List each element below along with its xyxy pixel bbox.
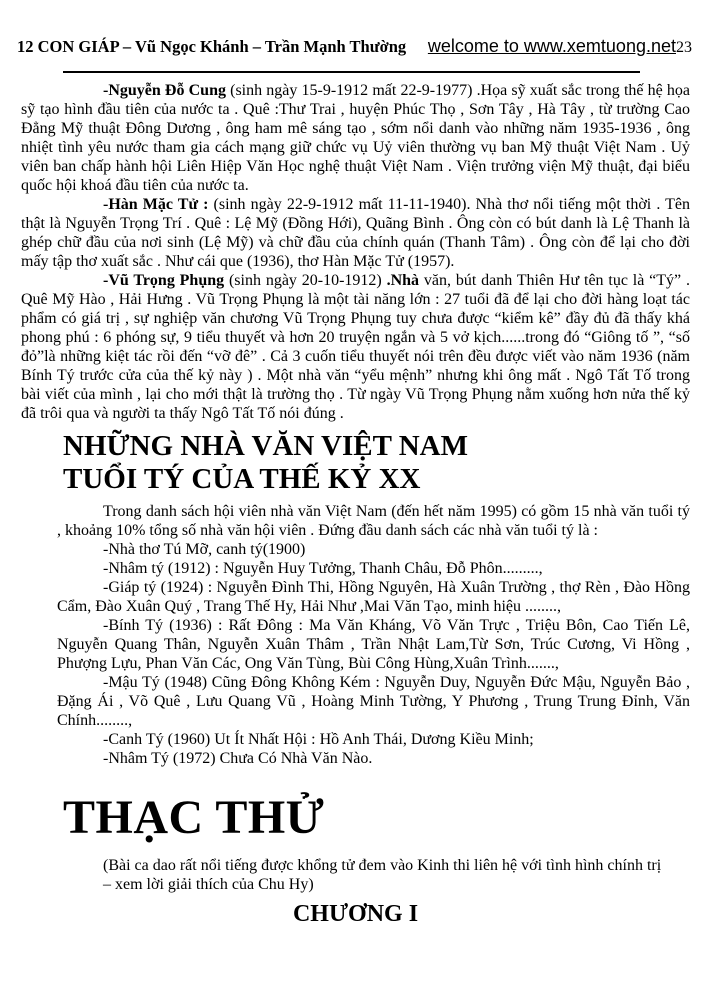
writer-list-item: -Canh Tý (1960) Ut Ít Nhất Hội : Hồ Anh Thái, Dương Kiều Minh; bbox=[103, 731, 534, 748]
big-title: THẠC THỬ bbox=[63, 791, 325, 844]
header-title: 12 CON GIÁP – Vũ Ngọc Khánh – Trần Mạnh Thường bbox=[17, 37, 407, 56]
writers-list-block bbox=[57, 502, 690, 768]
header-divider bbox=[63, 71, 640, 73]
section-heading bbox=[63, 430, 690, 496]
page-content bbox=[21, 81, 690, 929]
note-paragraph: (Bài ca dao rất nổi tiếng được khổng tử đem vào Kinh thi liên hệ với tình hình chính trị – xem lời giải thích của Chu Hy) bbox=[103, 857, 662, 893]
writer-list-item: -Mậu Tý (1948) Cũng Đông Không Kém : Nguyễn Duy, Nguyễn Đức Mậu, Nguyễn Bảo , Đặng Ái , Võ Quê , Lưu Quang Vũ , Hoàng Minh Tường, Y Phương , Trung Trung Đỉnh, Văn Chính........, bbox=[57, 674, 690, 729]
intro-paragraph: Trong danh sách hội viên nhà văn Việt Nam (đến hết năm 1995) có gồm 15 nhà văn tuổi tý , khoảng 10% tổng số nhà văn hội viên . Đứng đầu danh sách các nhà văn tuổi tý là : bbox=[57, 503, 690, 539]
writer-list-item: -Giáp tý (1924) : Nguyễn Đình Thi, Hồng Nguyên, Hà Xuân Trường , thợ Rèn , Đào Hồng Cẩm, Đào Xuân Quý , Trang Thế Hy, Hải Như ,Mai Văn Tạo, minh hiệu ........, bbox=[57, 579, 690, 615]
website-link[interactable]: welcome to www.xemtuong.net bbox=[427, 36, 676, 56]
section-heading-line1: NHỮNG NHÀ VĂN VIỆT NAM bbox=[63, 430, 468, 462]
writer-list-item: -Nhà thơ Tú Mỡ, canh tý(1900) bbox=[103, 541, 306, 558]
writer-list-item: -Bính Tý (1936) : Rất Đông : Ma Văn Kháng, Võ Văn Trực , Triệu Bôn, Cao Tiến Lê, Nguyễn Quang Thân, Nguyễn Xuân Thâm , Trần Nhật Lam,Từ Sơn, Trúc Cương, Vi Hồng , Phượng Lựu, Phan Văn Các, Ong Văn Tùng, Bùi Công Hùng,Xuân Trình......., bbox=[57, 617, 690, 672]
header-right-group bbox=[428, 36, 692, 57]
writer-list-item: -Nhâm tý (1912) : Nguyễn Huy Tưởng, Thanh Châu, Đỗ Phôn........., bbox=[103, 560, 543, 577]
paragraph-nguyen-do-cung: -Nguyễn Đỗ Cung (sinh ngày 15-9-1912 mất 22-9-1977) .Họa sỹ xuất sắc trong thế hệ họa sỹ tạo hình đầu tiên của nước ta . Quê :Thư Trai , huyện Phúc Thọ , Sơn Tây , Hà Tây , từ trường Cao Đẳng Mỹ thuật Đông Dương , ông ham mê sáng tạo , sớm nổi danh vào những năm 1935-1936 , ông nhiệt tình yêu nước tham gia cách mạng giữ chức vụ Uỷ viên thường vụ ban Mỹ thuật Việt Nam . Uỷ viên ban chấp hành hội Liên Hiệp Văn Học nghệ thuật Việt Nam . Viện trưởng viện Mỹ thuật, đại biểu quốc hội khoá đầu tiên của nước ta. bbox=[21, 82, 690, 194]
paragraph-vu-trong-phung: -Vũ Trọng Phụng (sinh ngày 20-10-1912) .Nhà văn, bút danh Thiên Hư tên tục là “Tý” . Quê Mỹ Hào , Hải Hưng . Vũ Trọng Phụng là một tài năng lớn : 27 tuổi đã để lại cho đời hàng loạt tác phẩm có giá trị , sự nghiệp văn chương Vũ Trọng Phụng tuy chưa được “kiểm kê” đầy đủ đã thấy khá phong phú : 6 phóng sự, 9 tiểu thuyết và hơn 20 truyện ngắn và 5 vở kịch......trong đó “Giông tố ”, “số đỏ”là những kiệt tác rồi đến “vỡ đê” . Cả 3 cuốn tiểu thuyết nói trên đều được viết vào năm 1936 (năm Bính Tý trước cửa của thế kỷ này ) . Một nhà văn “yểu mệnh” nhưng khi ông mất . Ngô Tất Tố trong bài viết của mình , lại cho mới thật là trường thọ . Từ ngày Vũ Trọng Phụng nằm xuống hơn nửa thế kỷ đã trôi qua và người ta thấy Ngô Tất Tố nói đúng . bbox=[21, 272, 690, 422]
writer-list-item: -Nhâm Tý (1972) Chưa Có Nhà Văn Nào. bbox=[103, 750, 373, 767]
page-header bbox=[0, 0, 702, 57]
page-number: 23 bbox=[676, 39, 692, 56]
paragraph-han-mac-tu: -Hàn Mặc Tử : (sinh ngày 22-9-1912 mất 11-11-1940). Nhà thơ nổi tiếng một thời . Tên thật là Nguyễn Trọng Trí . Quê : Lệ Mỹ (Đồng Hới), Quãng Bình . Ông còn có bút danh là Lệ Thanh là ghép chữ đầu của nơi sinh (Lệ Mỹ) và chữ đầu của chính quán (Thanh Tâm) . Ông còn để lại cho đời mấy tập thơ xuất sắc . Như cái que (1936), thơ Hàn Mặc Tử (1957). bbox=[21, 196, 691, 270]
section-heading-line2: TUỔI TÝ CỦA THẾ KỶ XX bbox=[63, 463, 421, 495]
chapter-heading: CHƯƠNG I bbox=[292, 901, 419, 927]
